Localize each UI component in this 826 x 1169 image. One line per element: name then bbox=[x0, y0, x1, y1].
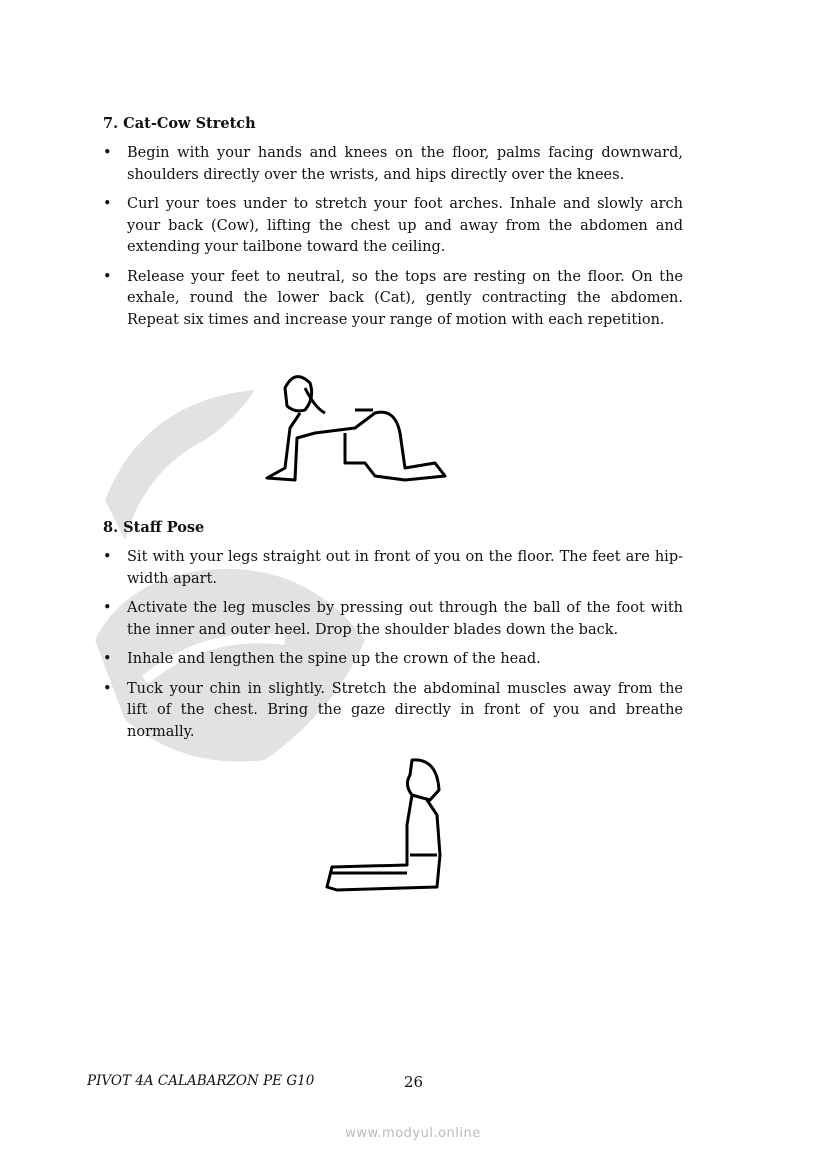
list-item: • Activate the leg muscles by pressing out through the ball of the foot with the inner and outer heel. Drop the shoulder blades down the back. bbox=[103, 598, 683, 641]
list-item: • Sit with your legs straight out in front of you on the floor. The feet are hip-width apart. bbox=[103, 547, 683, 590]
section-title-cat-cow: 7. Cat-Cow Stretch bbox=[103, 115, 256, 132]
footer-module-title: PIVOT 4A CALABARZON PE G10 bbox=[87, 1073, 315, 1089]
list-item: • Tuck your chin in slightly. Stretch the abdominal muscles away from the lift of the chest. Bring the gaze directly in front of you and breathe normally. bbox=[103, 679, 683, 744]
list-item: • Release your feet to neutral, so the tops are resting on the floor. On the exhale, round the lower back (Cat), gently contracting the abdomen. Repeat six times and increase your range of motion with each repetition. bbox=[103, 267, 683, 332]
cat-cow-illustration bbox=[255, 368, 455, 493]
section-title-staff-pose: 8. Staff Pose bbox=[103, 519, 205, 536]
list-item: • Curl your toes under to stretch your foot arches. Inhale and slowly arch your back (Cow), lifting the chest up and away from the abdomen and extending your tailbone toward the ceiling. bbox=[103, 194, 683, 259]
list-item: • Inhale and lengthen the spine up the crown of the head. bbox=[103, 649, 683, 671]
watermark-site: www.modyul.online bbox=[345, 1126, 481, 1141]
page-number: 26 bbox=[404, 1073, 424, 1091]
staff-pose-steps bbox=[103, 547, 683, 751]
cat-cow-steps bbox=[103, 143, 683, 339]
staff-pose-illustration bbox=[312, 755, 447, 895]
list-item: • Begin with your hands and knees on the floor, palms facing downward, shoulders directly over the wrists, and hips directly over the knees. bbox=[103, 143, 683, 186]
